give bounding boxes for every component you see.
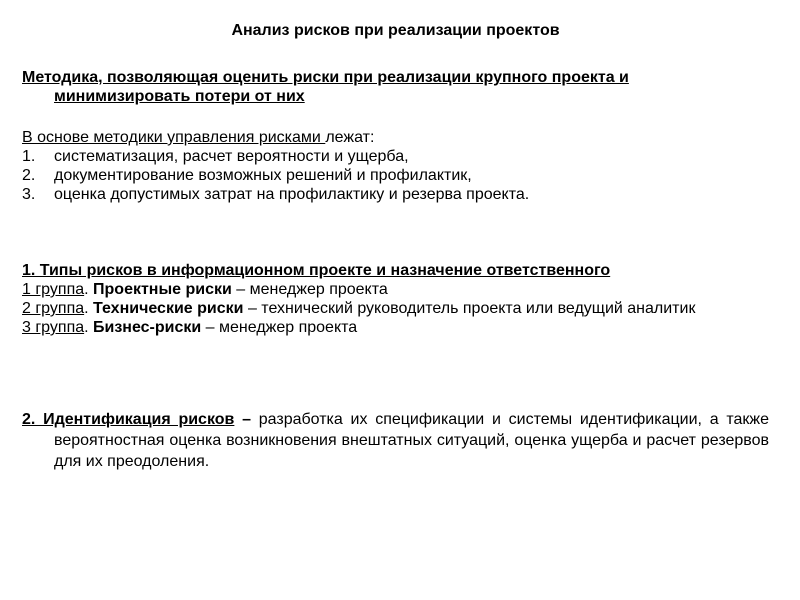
section2-dash: – bbox=[234, 411, 259, 428]
risk-group-name: Проектные риски bbox=[93, 281, 232, 298]
list-item bbox=[22, 166, 769, 185]
section1 bbox=[22, 261, 769, 337]
list-item bbox=[22, 185, 769, 204]
risk-group-owner: менеджер проекта bbox=[219, 319, 358, 336]
risk-group-1 bbox=[22, 280, 769, 299]
basis-intro bbox=[22, 128, 769, 147]
risk-group-dash: – bbox=[231, 281, 250, 298]
basis-block bbox=[22, 128, 769, 204]
risk-group-label: 2 группа bbox=[22, 300, 85, 317]
slide-title: Анализ рисков при реализации проектов bbox=[231, 22, 560, 39]
risk-group-2 bbox=[22, 299, 769, 318]
list-item bbox=[22, 147, 769, 166]
basis-list bbox=[22, 147, 769, 204]
list-item-text: оценка допустимых затрат на профилактику и резерва проекта. bbox=[54, 186, 530, 203]
risk-group-sep: . bbox=[84, 319, 94, 336]
risk-group-3 bbox=[22, 318, 769, 337]
list-item-text: систематизация, расчет вероятности и ущерба, bbox=[54, 148, 409, 165]
risk-group-name: Бизнес-риски bbox=[93, 319, 202, 336]
section2 bbox=[22, 409, 769, 472]
risk-group-owner: менеджер проекта bbox=[249, 281, 388, 298]
section1-heading: 1. Типы рисков в информационном проекте и назначение ответственного bbox=[22, 262, 611, 279]
risk-group-label: 3 группа bbox=[22, 319, 85, 336]
risk-group-sep: . bbox=[84, 281, 94, 298]
risk-group-owner: технический руководитель проекта или ведущий аналитик bbox=[261, 300, 696, 317]
risk-group-name: Технические риски bbox=[93, 300, 244, 317]
basis-intro-rest: лежат: bbox=[325, 129, 375, 146]
risk-group-sep: . bbox=[84, 300, 94, 317]
list-item-number: 3. bbox=[22, 186, 36, 203]
section2-heading: 2. Идентификация рисков bbox=[22, 411, 235, 428]
risk-group-label: 1 группа bbox=[22, 281, 85, 298]
method-heading: Методика, позволяющая оценить риски при реализации крупного проекта и минимизировать потери от них bbox=[22, 69, 629, 105]
risk-group-dash: – bbox=[243, 300, 262, 317]
risk-group-dash: – bbox=[201, 319, 220, 336]
list-item-number: 1. bbox=[22, 148, 36, 165]
list-item-text: документирование возможных решений и профилактик, bbox=[54, 167, 472, 184]
section2-text: разработка их спецификации и системы идентификации, а также вероятностная оценка возникновения внештатных ситуаций, оценка ущерба и расчет резервов для их преодоления. bbox=[54, 411, 769, 470]
list-item-number: 2. bbox=[22, 167, 36, 184]
slide bbox=[22, 0, 769, 600]
basis-intro-underlined: В основе методики управления рисками bbox=[22, 129, 326, 146]
